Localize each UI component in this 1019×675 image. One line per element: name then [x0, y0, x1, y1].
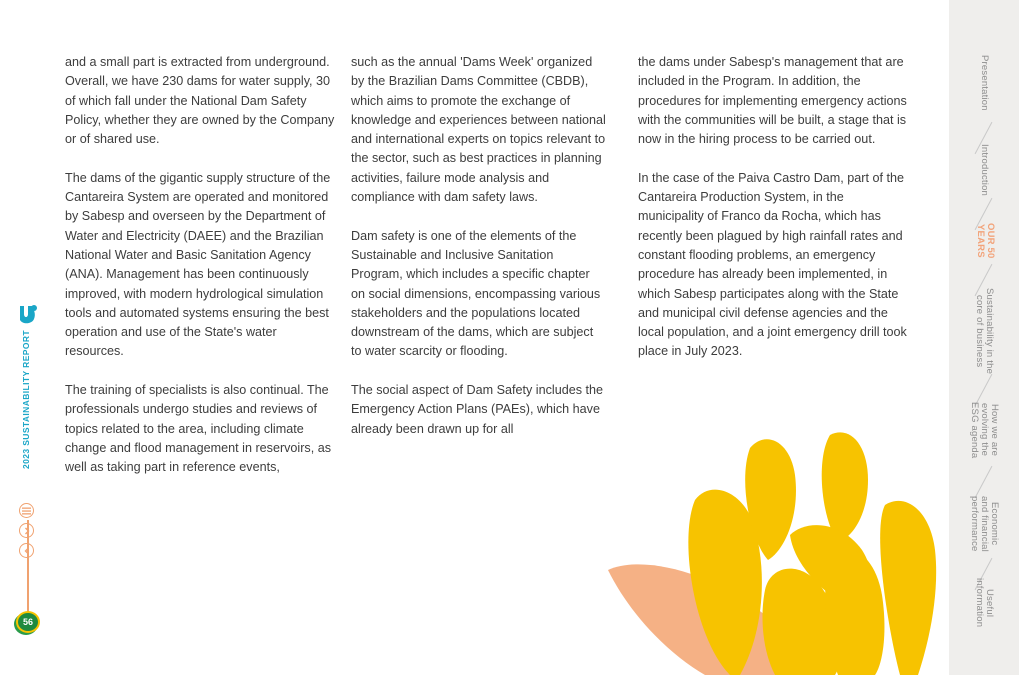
nav-item-introduction[interactable] [949, 130, 1019, 210]
sabesp-logo-icon [18, 304, 38, 326]
petal [822, 432, 868, 542]
nav-item-our-50-years[interactable] [949, 212, 1019, 270]
nav-item-label: Introduction [979, 143, 990, 197]
menu-icon [22, 507, 31, 515]
paragraph: and a small part is extracted from underground. Overall, we have 230 dams for water supply, 30 of which fall under the National Dam Safety Policy, whether they are owned by the Company or of shared use. [65, 55, 335, 147]
menu-button[interactable] [19, 503, 34, 518]
paragraph: the dams under Sabesp's management that are included in the Program. In addition, the procedures for implementing emergency actions with the communities will be built, a stage that is now in the hiring process to be carried out. [638, 55, 907, 147]
paragraph: The social aspect of Dam Safety includes the Emergency Action Plans (PAEs), which have already been drawn up for all [351, 383, 604, 436]
nav-item-label: Economic and financial performance [969, 496, 1000, 552]
petal [880, 501, 936, 675]
nav-item-economic-performance[interactable] [949, 486, 1019, 562]
nav-item-esg-agenda[interactable] [949, 390, 1019, 470]
nav-item-label: OUR 50 YEARS [975, 223, 996, 259]
report-title: 2023 SUSTAINABILITY REPORT [21, 330, 31, 470]
page-number-badge [16, 611, 40, 633]
nav-item-label: Useful information [974, 578, 995, 628]
navigation-line [27, 520, 29, 615]
text-column-1 [65, 53, 335, 478]
paragraph: The training of specialists is also continual. The professionals undergo studies and reviews of topics related to the area, including climate change and flood management in reservoirs, as well as taking part in reference events, [65, 383, 332, 475]
nav-item-sustainability-core[interactable] [949, 284, 1019, 378]
text-column-3 [638, 53, 908, 362]
paragraph: The dams of the gigantic supply structure of the Cantareira System are operated and monitored by Sabesp and overseen by the Department of Water and Electricity (DAEE) and the Brazilian National Water and Basic Sanitation Agency (ANA). Management has been continuously improved, with modern hydrological simulation tools and automated systems ensuring the best operation and use of the State's water resources. [65, 170, 331, 359]
section-navigation [949, 0, 1019, 675]
paragraph: Dam safety is one of the elements of the Sustainable and Inclusive Sanitation Program, which includes a specific chapter on social dimensions, encompassing various stakeholders and the populations located downstream of the dams, which are subject to water scarcity or flooding. [351, 228, 601, 359]
page-number: 56 [18, 613, 38, 631]
yellow-petals [688, 432, 936, 675]
flower-illustration [600, 420, 949, 675]
text-column-2 [351, 53, 606, 439]
nav-item-label: How we are evolving the ESG agenda [969, 401, 1000, 459]
petal [825, 549, 884, 675]
nav-item-label: Presentation [979, 55, 990, 111]
paragraph: such as the annual 'Dams Week' organized by the Brazilian Dams Committee (CBDB), which aims to promote the exchange of knowledge and experiences between national and international experts on topics relevant to the sector, such as best practices in planning activities, failure mode analysis and compliance with dam safety laws. [351, 55, 606, 205]
nav-item-useful-information[interactable] [949, 570, 1019, 636]
nav-item-presentation[interactable] [949, 38, 1019, 128]
paragraph: In the case of the Paiva Castro Dam, part of the Cantareira Production System, in the municipality of Franco da Rocha, which has recently been plagued by high rainfall rates and constant flooding problems, an emergency procedure has already been implemented, in which Sabesp participates along with the State and municipal civil defense agencies and the local population, and a joint emergency drill took place in July 2023. [638, 170, 907, 359]
nav-item-label: Sustainability in the core of business [974, 287, 995, 375]
